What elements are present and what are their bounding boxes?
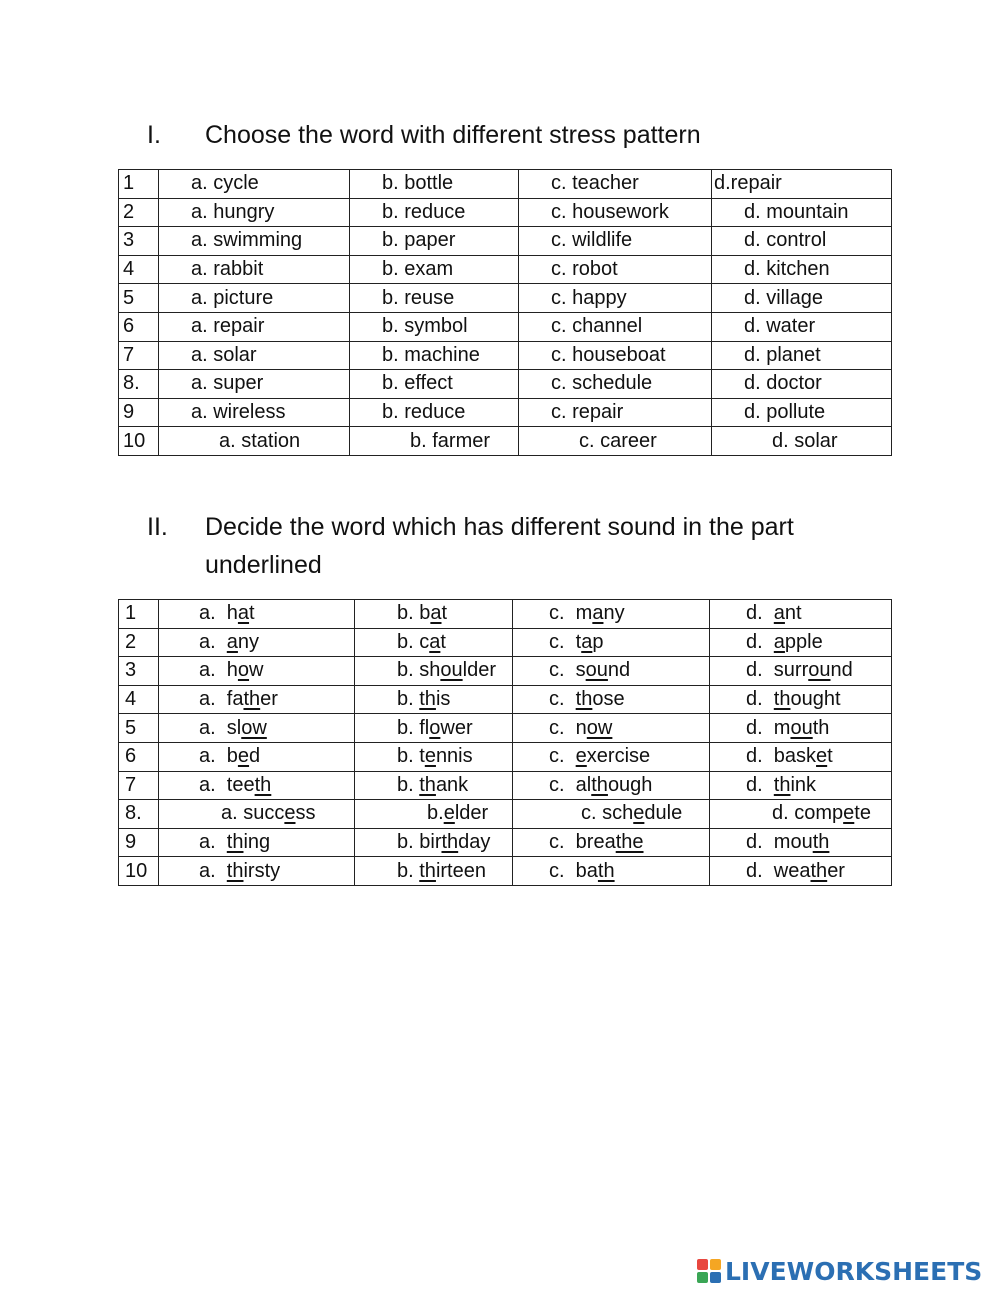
- underlined-part: a: [430, 602, 442, 625]
- option-b: b. effect: [350, 370, 519, 399]
- option-post: ose: [592, 688, 625, 711]
- underlined-part: ou: [790, 716, 813, 739]
- option-label: d.: [746, 745, 774, 768]
- option-b: [355, 857, 513, 886]
- option-b: b. farmer: [350, 427, 519, 456]
- row-number: 10: [119, 857, 159, 886]
- option-label: a.: [199, 630, 227, 653]
- option-label: a.: [221, 802, 244, 825]
- option-label: a.: [199, 688, 227, 711]
- option-pre: al: [575, 773, 592, 796]
- option-pre: bir: [419, 831, 442, 854]
- table-row: [119, 628, 892, 657]
- option-c: [513, 657, 710, 686]
- option-d: [710, 600, 892, 629]
- option-post: t: [440, 630, 446, 653]
- underlined-part: ou: [585, 659, 608, 682]
- underlined-part: th: [243, 688, 261, 711]
- option-label: b.: [397, 831, 420, 854]
- underlined-part: a: [773, 602, 785, 625]
- option-b: b. reduce: [350, 398, 519, 427]
- option-c: [513, 828, 710, 857]
- option-pre: mou: [773, 831, 813, 854]
- option-label: b.: [397, 602, 420, 625]
- option-post: er: [260, 688, 278, 711]
- option-d: d. solar: [712, 427, 892, 456]
- row-number: 6: [119, 312, 159, 341]
- option-b: b. reduce: [350, 198, 519, 227]
- section1-heading: [147, 116, 895, 154]
- option-post: t: [249, 602, 255, 625]
- option-pre: t: [575, 630, 582, 653]
- option-c: c. robot: [519, 255, 712, 284]
- option-a: a. station: [159, 427, 350, 456]
- option-a: [159, 628, 355, 657]
- option-label: b.: [397, 716, 420, 739]
- section2-heading: [147, 508, 895, 584]
- underlined-part: th: [812, 831, 830, 854]
- option-b: [355, 685, 513, 714]
- row-number: 9: [119, 828, 159, 857]
- row-number: 4: [119, 255, 159, 284]
- option-pre: tee: [226, 773, 255, 796]
- option-pre: m: [575, 602, 593, 625]
- underlined-part: o: [429, 716, 441, 739]
- option-d: d.repair: [712, 170, 892, 199]
- underlined-part: e: [575, 745, 587, 768]
- underlined-part: th: [597, 859, 615, 882]
- table-row: [119, 742, 892, 771]
- option-a: a. cycle: [159, 170, 350, 199]
- table-row: [119, 771, 892, 800]
- option-a: a. wireless: [159, 398, 350, 427]
- option-label: a.: [199, 602, 227, 625]
- option-label: d.: [772, 802, 795, 825]
- option-pre: c: [419, 630, 430, 653]
- underlined-part: th: [591, 773, 608, 796]
- table-row: [119, 284, 892, 313]
- option-a: [159, 600, 355, 629]
- option-post: ought: [790, 688, 841, 711]
- option-a: a. repair: [159, 312, 350, 341]
- option-c: c. housework: [519, 198, 712, 227]
- underlined-part: e: [443, 802, 455, 825]
- option-label: b.: [397, 773, 420, 796]
- option-b: b. paper: [350, 227, 519, 256]
- option-c: c. wildlife: [519, 227, 712, 256]
- table-row: [119, 828, 892, 857]
- option-a: [159, 742, 355, 771]
- option-a: a. swimming: [159, 227, 350, 256]
- option-label: a.: [199, 659, 227, 682]
- option-post: te: [854, 802, 871, 825]
- option-d: d. water: [712, 312, 892, 341]
- option-post: ny: [237, 630, 260, 653]
- option-pre: ba: [575, 859, 598, 882]
- option-b: [355, 628, 513, 657]
- option-b: b. bottle: [350, 170, 519, 199]
- option-c: [513, 857, 710, 886]
- table-row: [119, 714, 892, 743]
- option-c: c. teacher: [519, 170, 712, 199]
- option-post: er: [827, 859, 845, 882]
- option-a: [159, 828, 355, 857]
- table-row: [119, 255, 892, 284]
- option-c: c. career: [519, 427, 712, 456]
- underlined-part: th: [419, 688, 436, 711]
- option-d: d. planet: [712, 341, 892, 370]
- section2-title: Decide the word which has different sound in the part underlined: [205, 513, 794, 579]
- option-a: [159, 657, 355, 686]
- option-label: b.: [397, 659, 420, 682]
- option-post: irteen: [435, 859, 486, 882]
- option-post: ough: [607, 773, 653, 796]
- option-pre: fa: [226, 688, 244, 711]
- underlined-part: th: [419, 773, 436, 796]
- table-row: [119, 170, 892, 199]
- row-number: 1: [119, 600, 159, 629]
- option-post: ny: [603, 602, 625, 625]
- underlined-part: th: [810, 859, 828, 882]
- option-pre: fl: [419, 716, 430, 739]
- option-a: [159, 714, 355, 743]
- option-c: [513, 800, 710, 829]
- option-label: a.: [199, 831, 227, 854]
- option-label: c.: [549, 716, 576, 739]
- option-a: [159, 857, 355, 886]
- option-b: [355, 771, 513, 800]
- option-label: d.: [746, 773, 774, 796]
- table-row: [119, 427, 892, 456]
- underlined-part: e: [424, 745, 436, 768]
- underlined-part: a: [237, 602, 250, 625]
- option-label: b.: [397, 859, 420, 882]
- table-row: [119, 398, 892, 427]
- option-label: d.: [746, 688, 774, 711]
- logo-text: LIVEWORKSHEETS: [725, 1256, 983, 1286]
- option-d: [710, 742, 892, 771]
- underlined-part: th: [254, 773, 272, 796]
- option-d: [710, 657, 892, 686]
- option-d: d. mountain: [712, 198, 892, 227]
- option-a: [159, 771, 355, 800]
- option-label: d.: [746, 659, 774, 682]
- option-post: lder: [454, 802, 489, 825]
- option-post: nnis: [435, 745, 473, 768]
- underlined-part: e: [633, 802, 645, 825]
- option-d: [710, 857, 892, 886]
- row-number: 1: [119, 170, 159, 199]
- underlined-part: ow: [586, 716, 613, 739]
- section2-number: II.: [147, 513, 168, 541]
- option-c: [513, 771, 710, 800]
- row-number: 5: [119, 714, 159, 743]
- option-b: b. machine: [350, 341, 519, 370]
- underlined-part: a: [773, 630, 785, 653]
- option-a: [159, 685, 355, 714]
- underlined-part: e: [237, 745, 250, 768]
- table-row: [119, 227, 892, 256]
- option-d: [710, 800, 892, 829]
- option-label: a.: [199, 745, 227, 768]
- option-label: c.: [549, 630, 576, 653]
- sound-underlined-table: [118, 599, 892, 886]
- option-c: [513, 742, 710, 771]
- option-post: xercise: [586, 745, 651, 768]
- option-d: d. pollute: [712, 398, 892, 427]
- underlined-part: o: [237, 659, 250, 682]
- option-label: c.: [549, 602, 576, 625]
- option-post: ink: [790, 773, 817, 796]
- option-pre: s: [575, 659, 586, 682]
- option-pre: sh: [419, 659, 441, 682]
- row-number: 3: [119, 227, 159, 256]
- table-row: [119, 370, 892, 399]
- option-label: c.: [549, 659, 576, 682]
- option-c: [513, 600, 710, 629]
- option-c: [513, 685, 710, 714]
- option-label: d.: [746, 716, 774, 739]
- option-pre: b: [419, 602, 431, 625]
- option-label: b.: [397, 630, 420, 653]
- underlined-part: e: [284, 802, 296, 825]
- option-post: ank: [435, 773, 469, 796]
- table-row: [119, 312, 892, 341]
- row-number: 7: [119, 771, 159, 800]
- option-a: a. picture: [159, 284, 350, 313]
- row-number: 10: [119, 427, 159, 456]
- option-post: day: [458, 831, 491, 854]
- option-label: d.: [746, 831, 774, 854]
- option-post: t: [827, 745, 833, 768]
- row-number: 8.: [119, 370, 159, 399]
- row-number: 3: [119, 657, 159, 686]
- option-b: [355, 714, 513, 743]
- section1-title: Choose the word with different stress pattern: [205, 121, 701, 149]
- liveworksheets-logo-icon: [697, 1259, 721, 1283]
- option-post: th: [812, 716, 830, 739]
- underlined-part: the: [615, 831, 644, 854]
- option-a: a. rabbit: [159, 255, 350, 284]
- option-label: d.: [746, 630, 774, 653]
- option-a: a. hungry: [159, 198, 350, 227]
- option-pre: m: [773, 716, 791, 739]
- option-label: a.: [199, 773, 227, 796]
- row-number: 8.: [119, 800, 159, 829]
- underlined-part: th: [226, 859, 244, 882]
- option-label: d.: [746, 859, 774, 882]
- option-label: b.: [397, 688, 420, 711]
- underlined-part: th: [419, 859, 436, 882]
- underlined-part: ou: [808, 659, 831, 682]
- option-post: p: [592, 630, 604, 653]
- underlined-part: ow: [241, 716, 267, 739]
- option-c: c. channel: [519, 312, 712, 341]
- option-b: [355, 828, 513, 857]
- table-row: [119, 800, 892, 829]
- option-c: c. schedule: [519, 370, 712, 399]
- row-number: 6: [119, 742, 159, 771]
- option-b: b. symbol: [350, 312, 519, 341]
- option-label: b.: [397, 745, 420, 768]
- underlined-part: a: [581, 630, 593, 653]
- option-d: d. doctor: [712, 370, 892, 399]
- option-post: d: [249, 745, 261, 768]
- option-c: c. houseboat: [519, 341, 712, 370]
- option-label: a.: [199, 859, 227, 882]
- table-row: [119, 198, 892, 227]
- option-label: c.: [549, 831, 576, 854]
- option-pre: h: [226, 602, 238, 625]
- option-pre: b: [226, 745, 238, 768]
- option-d: [710, 685, 892, 714]
- option-post: nt: [784, 602, 802, 625]
- underlined-part: th: [441, 831, 459, 854]
- option-post: ing: [243, 831, 271, 854]
- option-b: [355, 742, 513, 771]
- option-label: c.: [549, 688, 576, 711]
- option-d: [710, 771, 892, 800]
- option-pre: h: [226, 659, 238, 682]
- table-row: [119, 657, 892, 686]
- underlined-part: a: [226, 630, 238, 653]
- option-post: nd: [607, 659, 631, 682]
- underlined-part: th: [773, 688, 791, 711]
- option-b: [355, 657, 513, 686]
- row-number: 2: [119, 628, 159, 657]
- option-post: w: [249, 659, 264, 682]
- option-pre: n: [575, 716, 587, 739]
- option-a: a. solar: [159, 341, 350, 370]
- underlined-part: th: [773, 773, 791, 796]
- table-row: [119, 600, 892, 629]
- underlined-part: a: [592, 602, 604, 625]
- option-label: c.: [549, 745, 576, 768]
- option-post: dule: [644, 802, 683, 825]
- option-pre: bask: [773, 745, 817, 768]
- option-pre: t: [419, 745, 425, 768]
- option-post: is: [435, 688, 451, 711]
- option-post: ss: [295, 802, 316, 825]
- option-pre: succ: [243, 802, 285, 825]
- section1-number: I.: [147, 121, 161, 149]
- underlined-part: a: [429, 630, 441, 653]
- option-d: [710, 828, 892, 857]
- option-post: pple: [784, 630, 823, 653]
- row-number: 9: [119, 398, 159, 427]
- underlined-part: e: [843, 802, 855, 825]
- option-d: [710, 628, 892, 657]
- row-number: 7: [119, 341, 159, 370]
- underlined-part: e: [816, 745, 828, 768]
- option-b: [355, 800, 513, 829]
- option-pre: wea: [773, 859, 811, 882]
- table-row: [119, 341, 892, 370]
- stress-pattern-table: [118, 169, 892, 456]
- option-d: d. kitchen: [712, 255, 892, 284]
- option-c: [513, 628, 710, 657]
- option-label: b.: [427, 802, 444, 825]
- option-c: [513, 714, 710, 743]
- option-label: c.: [549, 773, 576, 796]
- option-a: [159, 800, 355, 829]
- option-post: nd: [830, 659, 853, 682]
- option-pre: sch: [602, 802, 634, 825]
- table-row: [119, 857, 892, 886]
- option-pre: surr: [773, 659, 809, 682]
- underlined-part: ou: [440, 659, 463, 682]
- option-post: t: [441, 602, 448, 625]
- option-d: d. village: [712, 284, 892, 313]
- row-number: 4: [119, 685, 159, 714]
- table-row: [119, 685, 892, 714]
- option-label: d.: [746, 602, 774, 625]
- row-number: 2: [119, 198, 159, 227]
- option-post: wer: [440, 716, 473, 739]
- row-number: 5: [119, 284, 159, 313]
- option-post: lder: [462, 659, 496, 682]
- liveworksheets-logo: [697, 1254, 982, 1288]
- underlined-part: th: [226, 831, 244, 854]
- option-c: c. repair: [519, 398, 712, 427]
- option-b: b. exam: [350, 255, 519, 284]
- option-pre: brea: [575, 831, 616, 854]
- option-label: c.: [549, 859, 576, 882]
- option-post: irsty: [243, 859, 281, 882]
- option-c: c. happy: [519, 284, 712, 313]
- option-d: d. control: [712, 227, 892, 256]
- option-d: [710, 714, 892, 743]
- option-pre: comp: [794, 802, 844, 825]
- option-b: b. reuse: [350, 284, 519, 313]
- option-b: [355, 600, 513, 629]
- option-pre: sl: [226, 716, 242, 739]
- option-label: c.: [581, 802, 603, 825]
- option-label: a.: [199, 716, 227, 739]
- option-a: a. super: [159, 370, 350, 399]
- underlined-part: th: [575, 688, 593, 711]
